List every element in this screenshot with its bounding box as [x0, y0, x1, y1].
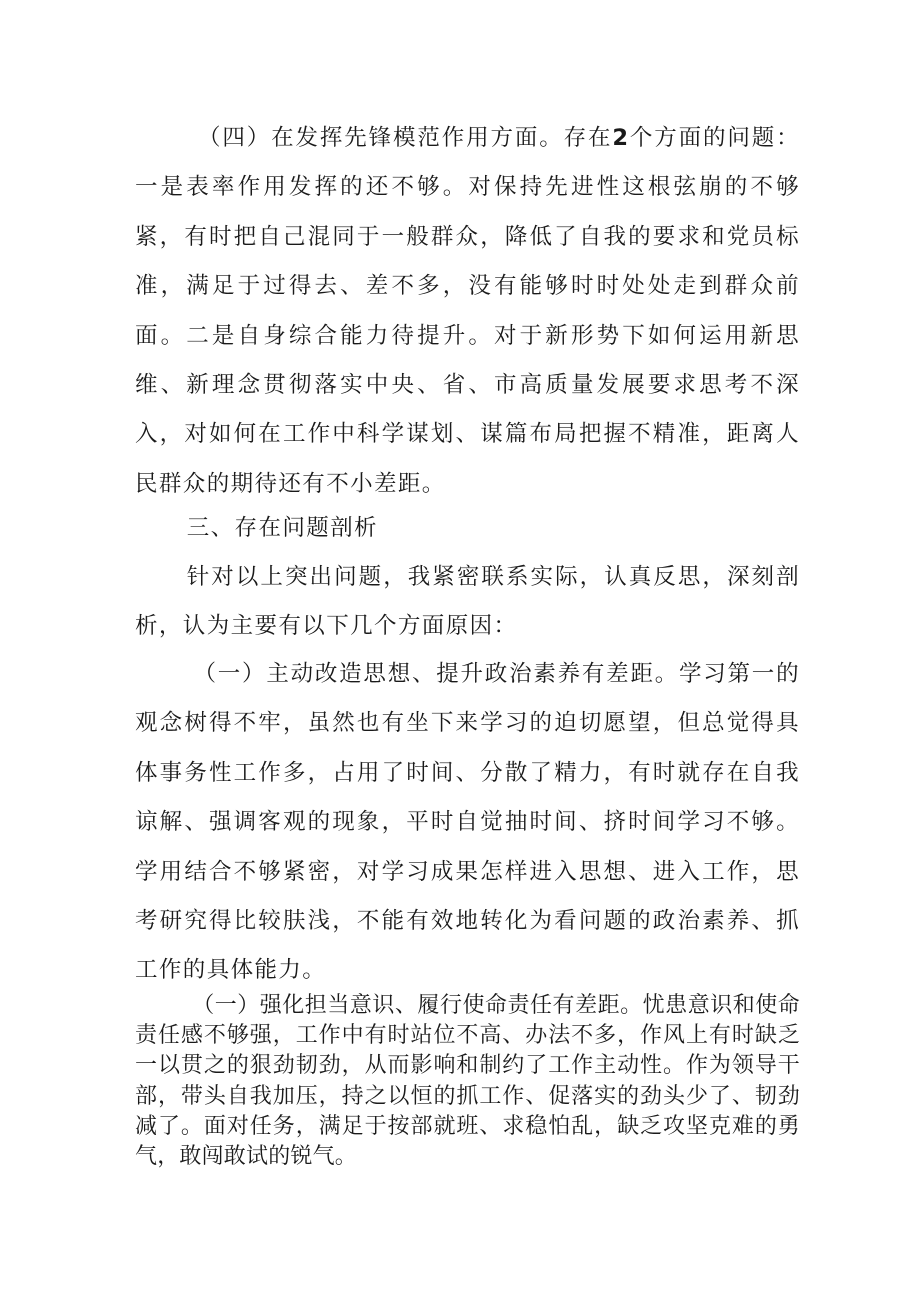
section-4-prefix: （四）在发挥先锋模范作用方面。存在: [198, 125, 613, 151]
section-4-suffix: 个方面的问题：一是表率作用发挥的还不够。对保持先进性这根弦崩的不够紧，有时把自己混同于一般群众，降低了自我的要求和党员标准，满足于过得去、差不多，没有能够时时处处走到群众前面。二是自身综合能力待提升。对于新形势下如何运用新思维、新理念贯彻落实中央、省、市高质量发展要求思考不深入，对如何在工作中科学谋划、谋篇布局把握不精准，距离人民群众的期待还有不小差距。: [135, 125, 800, 497]
cause-1-paragraph: （一）主动改造思想、提升政治素养有差距。学习第一的观念树得不牢，虽然也有坐下来学习的迫切愿望，但总觉得具体事务性工作多，占用了时间、分散了精力，有时就存在自我谅解、强调客观的现象，平时自觉抽时间、挤时间学习不够。学用结合不够紧密，对学习成果怎样进入思想、进入工作，思考研究得比较肤浅，不能有效地转化为看问题的政治素养、抓工作的具体能力。: [135, 661, 800, 984]
heading-analysis: 三、存在问题剖析: [186, 515, 378, 541]
section-4-paragraph: [135, 114, 800, 509]
intro-paragraph: 针对以上突出问题，我紧密联系实际，认真反思，深刻剖析，认为主要有以下几个方面原因：: [135, 564, 800, 640]
section-4-number: 2: [612, 125, 630, 151]
cause-2-paragraph: （一）强化担当意识、履行使命责任有差距。忧患意识和使命责任感不够强，工作中有时站位不高、办法不多，作风上有时缺乏一以贯之的狠劲韧劲，从而影响和制约了工作主动性。作为领导干部，带头自我加压，持之以恒的抓工作、促落实的劲头少了、韧劲减了。面对任务，满足于按部就班、求稳怕乱，缺乏攻坚克难的勇气，敢闯敢试的锐气。: [135, 993, 800, 1170]
